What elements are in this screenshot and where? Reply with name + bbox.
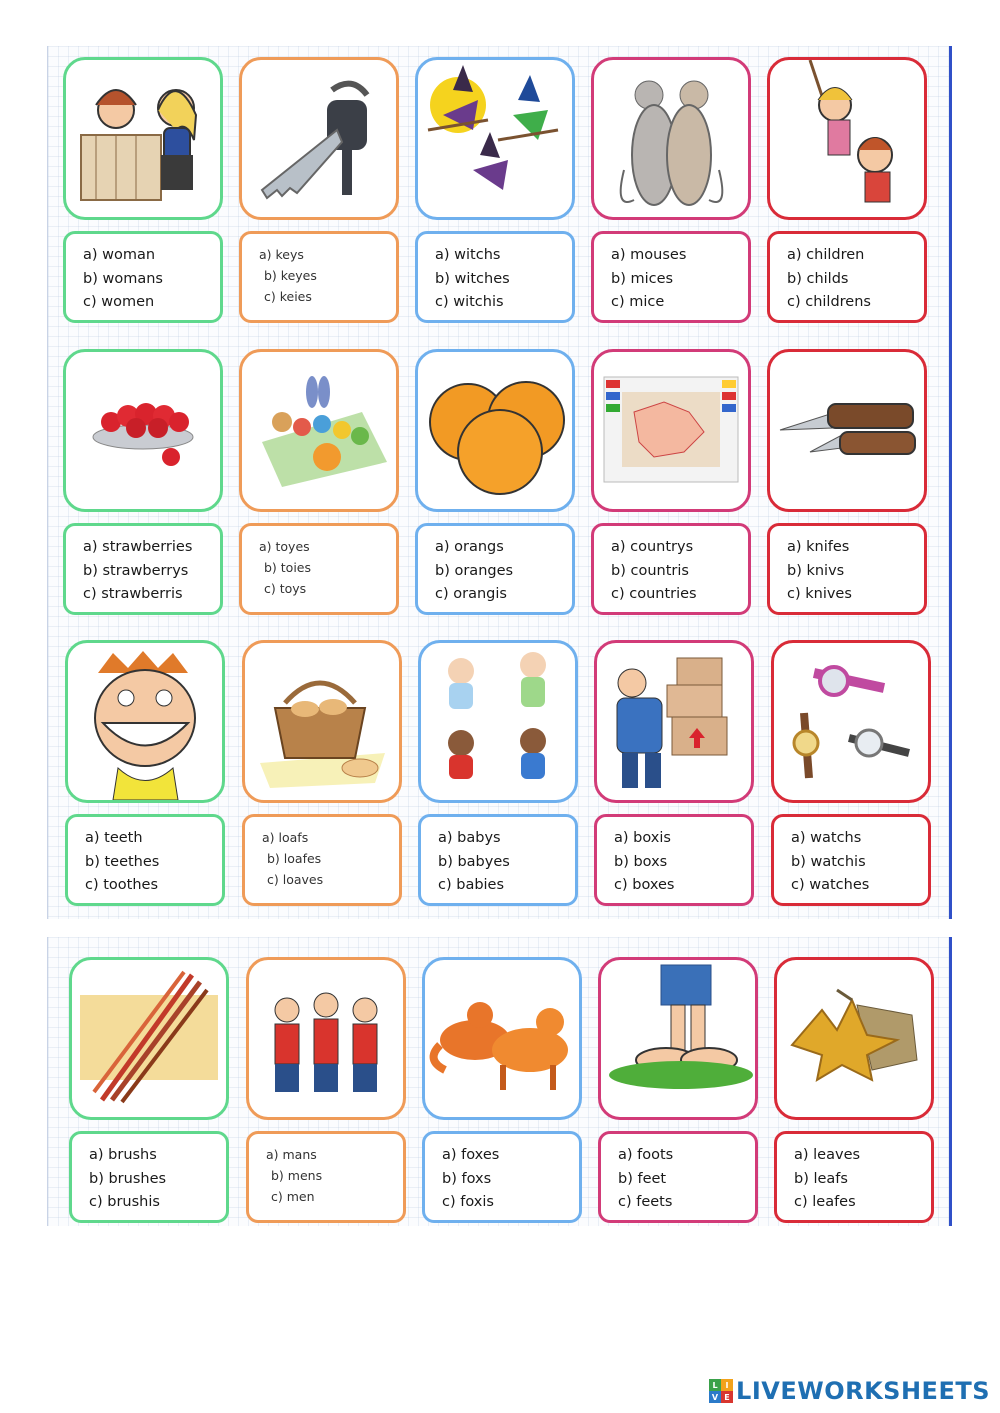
option-b[interactable]: b) babyes	[438, 853, 510, 870]
option-c[interactable]: c) leafes	[794, 1194, 856, 1210]
option-a[interactable]: a) toyes	[259, 539, 310, 554]
feet-illustration	[598, 957, 758, 1120]
witches-illustration	[415, 57, 575, 220]
option-c[interactable]: c) toothes	[85, 877, 159, 893]
logo-letter-v: V	[709, 1391, 721, 1403]
strawberries-illustration	[63, 349, 223, 512]
option-c[interactable]: c) women	[83, 294, 155, 310]
option-b[interactable]: b) mens	[271, 1168, 323, 1183]
boxes-illustration	[594, 640, 754, 803]
option-a[interactable]: a) mans	[266, 1147, 317, 1162]
logo-letter-e: E	[721, 1391, 733, 1403]
logo-letter-l: L	[709, 1379, 721, 1391]
answer-options	[591, 231, 751, 323]
oranges-illustration	[415, 349, 575, 512]
option-b[interactable]: b) womans	[83, 270, 163, 287]
option-a[interactable]: a) mouses	[611, 247, 687, 263]
option-a[interactable]: a) keys	[259, 247, 304, 262]
teeth-smile-illustration	[65, 640, 225, 803]
option-c[interactable]: c) feets	[618, 1194, 673, 1210]
answer-options	[63, 523, 223, 615]
option-b[interactable]: b) witches	[435, 270, 510, 287]
option-a[interactable]: a) leaves	[794, 1147, 861, 1163]
bread-loaves-illustration	[242, 640, 402, 803]
mice-illustration	[591, 57, 751, 220]
brand-name: LIVEWORKSHEETS	[736, 1377, 990, 1405]
option-b[interactable]: b) toies	[264, 560, 312, 575]
option-b[interactable]: b) watchis	[791, 853, 866, 870]
option-c[interactable]: c) foxis	[442, 1194, 494, 1210]
brushes-illustration	[69, 957, 229, 1120]
option-b[interactable]: b) knivs	[787, 562, 845, 579]
option-a[interactable]: a) brushs	[89, 1147, 157, 1163]
option-a[interactable]: a) boxis	[614, 830, 671, 846]
option-c[interactable]: c) babies	[438, 877, 505, 893]
option-a[interactable]: a) orangs	[435, 539, 504, 555]
watches-illustration	[771, 640, 931, 803]
babies-illustration	[418, 640, 578, 803]
option-b[interactable]: b) brushes	[89, 1170, 167, 1187]
option-a[interactable]: a) foots	[618, 1147, 674, 1163]
option-a[interactable]: a) witchs	[435, 247, 501, 263]
answer-options	[771, 814, 931, 906]
answer-options	[422, 1131, 582, 1223]
answer-options	[239, 523, 399, 615]
foxes-illustration	[422, 957, 582, 1120]
option-b[interactable]: b) mices	[611, 270, 674, 287]
answer-options	[774, 1131, 934, 1223]
option-b[interactable]: b) oranges	[435, 562, 514, 579]
liveworksheets-logo-icon	[709, 1379, 733, 1403]
answer-options	[415, 231, 575, 323]
option-b[interactable]: b) loafes	[267, 851, 322, 866]
option-b[interactable]: b) leafs	[794, 1170, 848, 1187]
option-c[interactable]: c) men	[271, 1189, 315, 1204]
option-a[interactable]: a) woman	[83, 247, 156, 263]
option-c[interactable]: c) brushis	[89, 1194, 160, 1210]
option-c[interactable]: c) childrens	[787, 294, 871, 310]
option-a[interactable]: a) strawberries	[83, 539, 193, 555]
leaves-illustration	[774, 957, 934, 1120]
answer-options	[418, 814, 578, 906]
answer-options	[594, 814, 754, 906]
option-a[interactable]: a) teeth	[85, 830, 143, 846]
logo-letter-i: I	[721, 1379, 733, 1391]
option-b[interactable]: b) strawberrys	[83, 562, 189, 579]
answer-options	[598, 1131, 758, 1223]
option-a[interactable]: a) children	[787, 247, 865, 263]
answer-options	[239, 231, 399, 323]
option-b[interactable]: b) feet	[618, 1170, 667, 1187]
men-illustration	[246, 957, 406, 1120]
toys-illustration	[239, 349, 399, 512]
keys-illustration	[239, 57, 399, 220]
knives-illustration	[767, 349, 927, 512]
option-c[interactable]: c) toys	[264, 581, 307, 596]
option-c[interactable]: c) witchis	[435, 294, 504, 310]
answer-options	[415, 523, 575, 615]
option-b[interactable]: b) countris	[611, 562, 689, 579]
answer-options	[242, 814, 402, 906]
women-gossiping-illustration	[63, 57, 223, 220]
option-c[interactable]: c) strawberris	[83, 586, 183, 602]
answer-options	[591, 523, 751, 615]
option-c[interactable]: c) boxes	[614, 877, 675, 893]
option-a[interactable]: a) loafs	[262, 830, 309, 845]
option-c[interactable]: c) countries	[611, 586, 697, 602]
option-c[interactable]: c) keies	[264, 289, 312, 304]
option-c[interactable]: c) mice	[611, 294, 665, 310]
answer-options	[246, 1131, 406, 1223]
option-c[interactable]: c) watches	[791, 877, 870, 893]
answer-options	[65, 814, 225, 906]
option-b[interactable]: b) childs	[787, 270, 849, 287]
answer-options	[63, 231, 223, 323]
answer-options	[767, 523, 927, 615]
option-b[interactable]: b) teethes	[85, 853, 160, 870]
answer-options	[767, 231, 927, 323]
option-a[interactable]: a) foxes	[442, 1147, 500, 1163]
option-c[interactable]: c) knives	[787, 586, 852, 602]
option-b[interactable]: b) keyes	[264, 268, 317, 283]
option-a[interactable]: a) countrys	[611, 539, 694, 555]
answer-options	[69, 1131, 229, 1223]
liveworksheets-brand[interactable]	[709, 1376, 990, 1406]
children-illustration	[767, 57, 927, 220]
countries-map-illustration	[591, 349, 751, 512]
option-a[interactable]: a) knifes	[787, 539, 850, 555]
option-a[interactable]: a) babys	[438, 830, 501, 846]
option-c[interactable]: c) orangis	[435, 586, 507, 602]
option-b[interactable]: b) foxs	[442, 1170, 492, 1187]
option-b[interactable]: b) boxs	[614, 853, 668, 870]
option-c[interactable]: c) loaves	[267, 872, 324, 887]
option-a[interactable]: a) watchs	[791, 830, 862, 846]
